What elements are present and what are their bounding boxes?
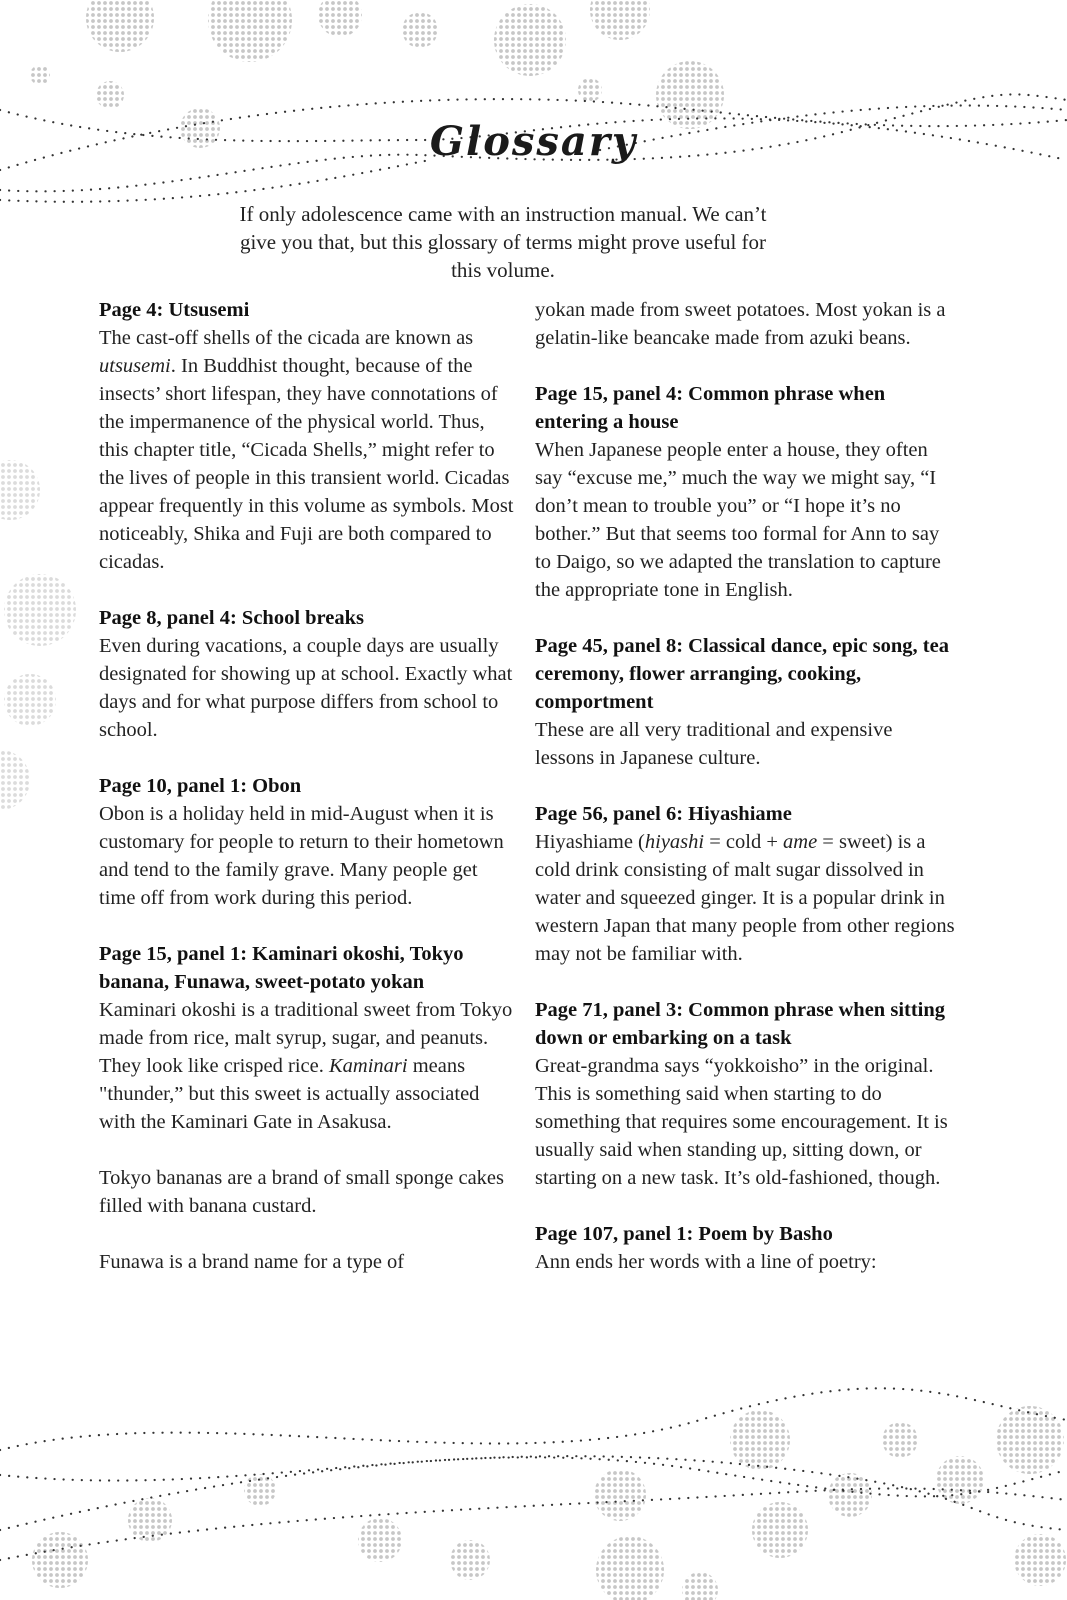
entry-heading: Page 45, panel 8: Classical dance, epic song, tea ceremony, flower arranging, cooking, comportment	[535, 635, 949, 713]
entry-paragraph: Funawa is a brand name for a type of	[99, 1251, 405, 1273]
entry-italic-term: utsusemi	[99, 355, 171, 377]
glossary-entry	[535, 800, 955, 968]
entry-body: Ann ends her words with a line of poetry:	[535, 1251, 877, 1273]
entry-italic-term: hiyashi	[644, 831, 705, 853]
entry-italic-term: ame	[783, 831, 818, 853]
entry-body: When Japanese people enter a house, they often say “excuse me,” much the way we might say, “I don’t mean to trouble you” or “I hope it’s no bother.” But that seems too formal for Ann to say to Daigo, so we adapted the translation to capture the appropriate tone in English.	[535, 439, 941, 601]
entry-text: Kaminari okoshi is a traditional sweet from Tokyo made from rice, malt syrup, sugar, and peanuts. They look like crisped rice.	[99, 999, 513, 1077]
entry-heading: Page 56, panel 6: Hiyashiame	[535, 803, 792, 825]
intro-paragraph: If only adolescence came with an instruction manual. We can’t give you that, but this glossary of terms might prove useful for this volume.	[239, 202, 767, 282]
entry-heading: Page 15, panel 1: Kaminari okoshi, Tokyo banana, Funawa, sweet-potato yokan	[99, 943, 464, 993]
entry-body: These are all very traditional and expensive lessons in Japanese culture.	[535, 719, 893, 769]
entry-body: Even during vacations, a couple days are usually designated for showing up at school. Exactly what days and for what purpose differs from school to school.	[99, 635, 513, 741]
page-title: Glossary	[429, 118, 638, 165]
entry-body: Great-grandma says “yokkoisho” in the original. This is something said when starting to do something that requires some encouragement. It is usually said when standing up, sitting down, or starting on a new task. It’s old-fashioned, though.	[535, 1055, 948, 1189]
glossary-entry	[535, 632, 955, 772]
entry-body	[535, 828, 955, 968]
entry-body: yokan made from sweet potatoes. Most yokan is a gelatin-like beancake made from azuki beans.	[535, 299, 946, 349]
glossary-entry	[535, 996, 955, 1192]
entry-text: = cold +	[704, 831, 784, 853]
entry-text: The cast-off shells of the cicada are known as	[99, 327, 474, 349]
entry-heading: Page 15, panel 4: Common phrase when entering a house	[535, 383, 886, 433]
halftone-left	[0, 460, 76, 810]
entry-text: = sweet) is a cold drink consisting of malt sugar dissolved in water and squeezed ginger. It is a popular drink in western Japan that many people from other regions may not be familiar with.	[535, 831, 955, 965]
entry-paragraph: Tokyo bananas are a brand of small sponge cakes filled with banana custard.	[99, 1167, 505, 1217]
entry-italic-term: Kaminari	[328, 1055, 408, 1077]
entry-body: Obon is a holiday held in mid-August when it is customary for people to return to their hometown and tend to the family grave. Many people get time off from work during this period.	[99, 803, 504, 909]
entry-heading: Page 107, panel 1: Poem by Basho	[535, 1223, 833, 1245]
glossary-entry	[99, 772, 514, 912]
entry-text: means "thunder,” but this sweet is actually associated with the Kaminari Gate in Asakusa.	[99, 1055, 480, 1133]
entry-heading: Page 10, panel 1: Obon	[99, 775, 302, 797]
dotted-lines-bottom	[0, 1388, 1067, 1560]
entry-text: . In Buddhist thought, because of the insects’ short lifespan, they have connotations of the impermanence of the physical world. Thus, this chapter title, “Cicada Shells,” might refer to the lives of people in this transient world. Cicadas appear frequently in this volume as symbols. Most noticeably, Shika and Fuji are both compared to cicadas.	[99, 355, 514, 573]
left-column	[99, 296, 514, 1304]
right-column	[535, 296, 955, 1304]
glossary-entry	[535, 1220, 955, 1276]
entry-text: Hiyashiame (	[535, 831, 645, 853]
entry-body	[99, 324, 514, 576]
entry-heading: Page 8, panel 4: School breaks	[99, 607, 364, 629]
glossary-entry	[99, 296, 514, 576]
glossary-entry	[535, 380, 955, 604]
entry-heading: Page 71, panel 3: Common phrase when sitting down or embarking on a task	[535, 999, 946, 1049]
entry-heading: Page 4: Utsusemi	[99, 299, 250, 321]
glossary-entry	[99, 604, 514, 744]
entry-body	[99, 996, 514, 1276]
glossary-entry	[99, 940, 514, 1276]
halftone-bottom	[32, 1406, 1066, 1600]
glossary-entry-continued	[535, 296, 955, 352]
entry-paragraph	[99, 996, 514, 1136]
